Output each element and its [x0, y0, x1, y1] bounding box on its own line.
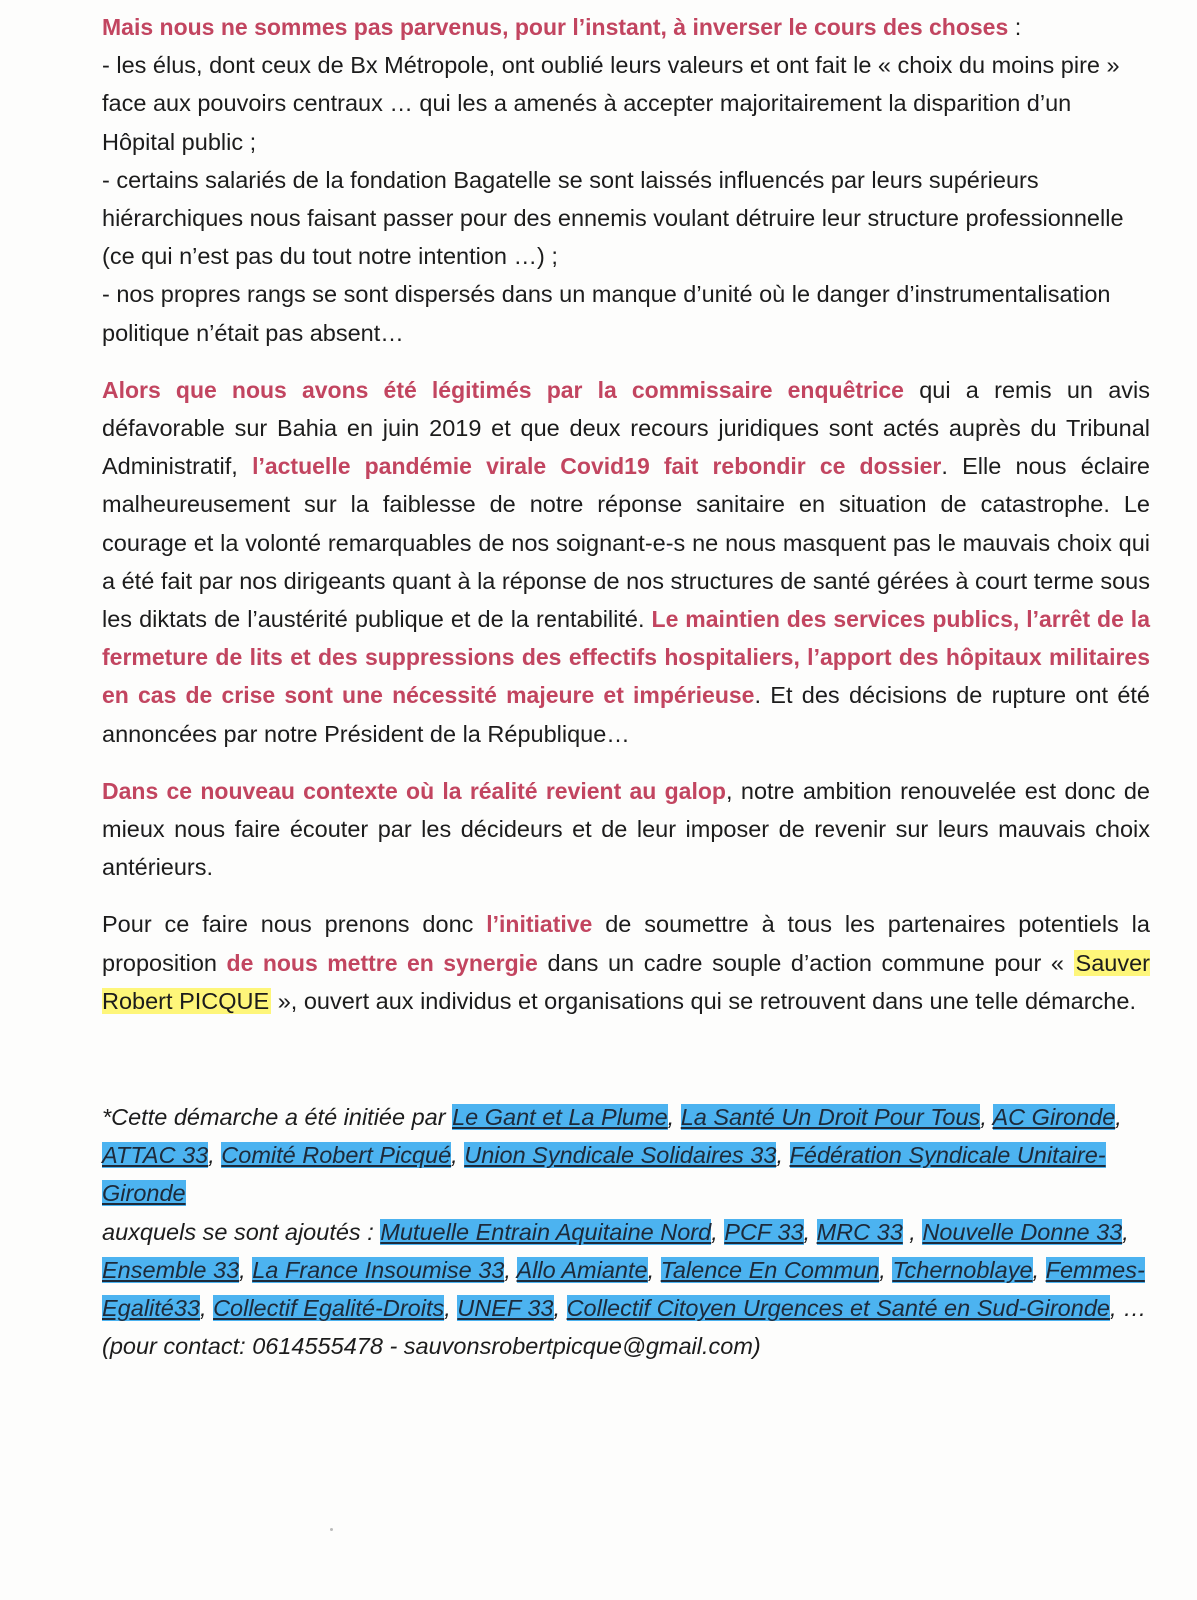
org-link[interactable]: Allo Amiante — [516, 1256, 648, 1283]
org-link[interactable]: Collectif Citoyen Urgences et Santé en Sud-Gironde — [566, 1295, 1110, 1322]
heading-not-reversed: Mais nous ne sommes pas parvenus, pour l’instant, à inverser le cours des choses — [102, 14, 1009, 40]
document-page — [102, 8, 1150, 1366]
bullet-own-ranks: - nos propres rangs se sont dispersés dans un manque d’unité où le danger d’instrumentalisation politique n’était pas absent… — [102, 281, 1111, 346]
highlight-legitimated: Alors que nous avons été légitimés par la commissaire enquêtrice — [102, 376, 904, 403]
highlight-synergy: de nous mettre en synergie — [226, 949, 538, 976]
org-link[interactable]: La Santé Un Droit Pour Tous — [680, 1104, 981, 1131]
initiators-intro: *Cette démarche a été initiée par — [102, 1104, 453, 1131]
highlight-pandemic: l’actuelle pandémie virale Covid19 fait rebondir ce dossier — [252, 453, 942, 480]
text-president: . Et des décisions de rupture ont été annoncées par notre Président de la République… — [102, 682, 1150, 747]
initiators-list: *Cette démarche a été initiée par Le Gant et La Plume, La Santé Un Droit Pour Tous, AC Gironde, ATTAC 33, Comité Robert Picqué, Union Syndicale Solidaires 33, Fédération Syndicale Unitaire-Gironde auxquels se sont ajoutés : Mutuelle Entrain Aquitaine Nord, PCF 33, MRC 33 , Nouvelle Donne 33, Ensemble 33, La France Insoumise 33, Allo Amiante, Talence En Commun, Tchernoblaye, Femmes-Egalité33, Collectif Egalité-Droits, UNEF 33, Collectif Citoyen Urgences et Santé en Sud-Gironde, … (pour contact: 0614555478 - sauvonsrobertpicque@gmail.com) — [102, 1104, 1147, 1360]
highlight-public-services: Le maintien des services publics, l’arrêt de la fermeture de lits et des suppressions des effectifs hospitaliers, l’apport des hôpitaux militaires en cas de crise sont une nécessité majeure et impérieuse — [102, 606, 1150, 709]
text-open-to: », ouvert aux individus et organisations qui se retrouvent dans une telle démarche. — [271, 987, 1136, 1014]
bullet-elected-officials: - les élus, dont ceux de Bx Métropole, ont oublié leurs valeurs et ont fait le « choix du moins pire » face aux pouvoirs centraux … qui les a amenés à accepter majoritairement la disparition d’un Hôpital public ; — [102, 52, 1120, 155]
org-link[interactable]: AC Gironde — [992, 1104, 1116, 1131]
org-link[interactable]: La France Insoumise 33 — [252, 1256, 505, 1283]
paragraph-new-context — [102, 772, 1150, 887]
text-ambition: , notre ambition renouvelée est donc de mieux nous faire écouter par les décideurs et de leur imposer de revenir sur leurs mauvais choix antérieurs. — [102, 777, 1150, 881]
org-link[interactable]: Fédération Syndicale Unitaire-Gironde — [102, 1142, 1106, 1207]
highlight-initiative: l’initiative — [486, 911, 593, 938]
org-link[interactable]: Talence En Commun — [660, 1256, 880, 1283]
text-to-do-so: Pour ce faire nous prenons donc — [102, 911, 487, 938]
org-link[interactable]: Ensemble 33 — [102, 1256, 240, 1283]
org-link[interactable]: UNEF 33 — [457, 1295, 554, 1322]
org-link[interactable]: Mutuelle Entrain Aquitaine Nord — [380, 1218, 712, 1245]
org-link[interactable]: PCF 33 — [724, 1218, 804, 1245]
org-link[interactable]: MRC 33 — [816, 1218, 903, 1245]
org-link[interactable]: Union Syndicale Solidaires 33 — [464, 1142, 777, 1169]
org-link[interactable]: Tchernoblaye — [892, 1256, 1033, 1283]
text-submit: de soumettre à tous les partenaires potentiels la proposition — [102, 911, 1150, 976]
joined-intro: auxquels se sont ajoutés : — [102, 1218, 381, 1245]
org-link[interactable]: Collectif Egalité-Droits — [213, 1295, 445, 1322]
joined-tail: , … — [1109, 1295, 1147, 1322]
paragraph-difficulties — [102, 8, 1150, 352]
org-link[interactable]: Nouvelle Donne 33 — [922, 1218, 1123, 1245]
text-health-response: . Elle nous éclaire malheureusement sur la faiblesse de notre réponse sanitaire en situation de catastrophe. Le courage et la volonté remarquables de nos soignant-e-s ne nous masquent pas le mauvais choix qui a été fait par nos dirigeants quant à la réponse de nos structures de santé gérées à court terme sous les diktats de l’austérité publique et de la rentabilité. — [102, 453, 1150, 633]
org-link[interactable]: Femmes-Egalité33 — [102, 1256, 1145, 1322]
org-link[interactable]: ATTAC 33 — [102, 1142, 209, 1169]
paragraph-initiative — [102, 905, 1150, 1020]
org-link[interactable]: Comité Robert Picqué — [221, 1142, 452, 1169]
paragraph-pandemic — [102, 371, 1150, 753]
highlight-save-robert-picque: Sauver Robert PICQUE — [102, 949, 1150, 1014]
contact-line: (pour contact: 0614555478 - sauvonsrobertpicque@gmail.com) — [102, 1333, 761, 1360]
highlight-new-context: Dans ce nouveau contexte où la réalité revient au galop — [102, 777, 726, 804]
heading-colon: : — [1008, 14, 1022, 40]
org-link[interactable]: Le Gant et La Plume — [452, 1104, 668, 1131]
bullet-bagatelle-employees: - certains salariés de la fondation Bagatelle se sont laissés influencés par leurs supérieurs hiérarchiques nous faisant passer pour des ennemis voulant détruire leur structure professionnelle (ce qui n’est pas du tout notre intention …) ; — [102, 166, 1124, 270]
scan-speck — [330, 1528, 333, 1531]
text-framework: dans un cadre souple d’action commune pour « — [537, 949, 1074, 976]
text-opinion: qui a remis un avis défavorable sur Bahia en juin 2019 et que deux recours juridiques sont actés auprès du Tribunal Administratif, — [102, 376, 1150, 480]
